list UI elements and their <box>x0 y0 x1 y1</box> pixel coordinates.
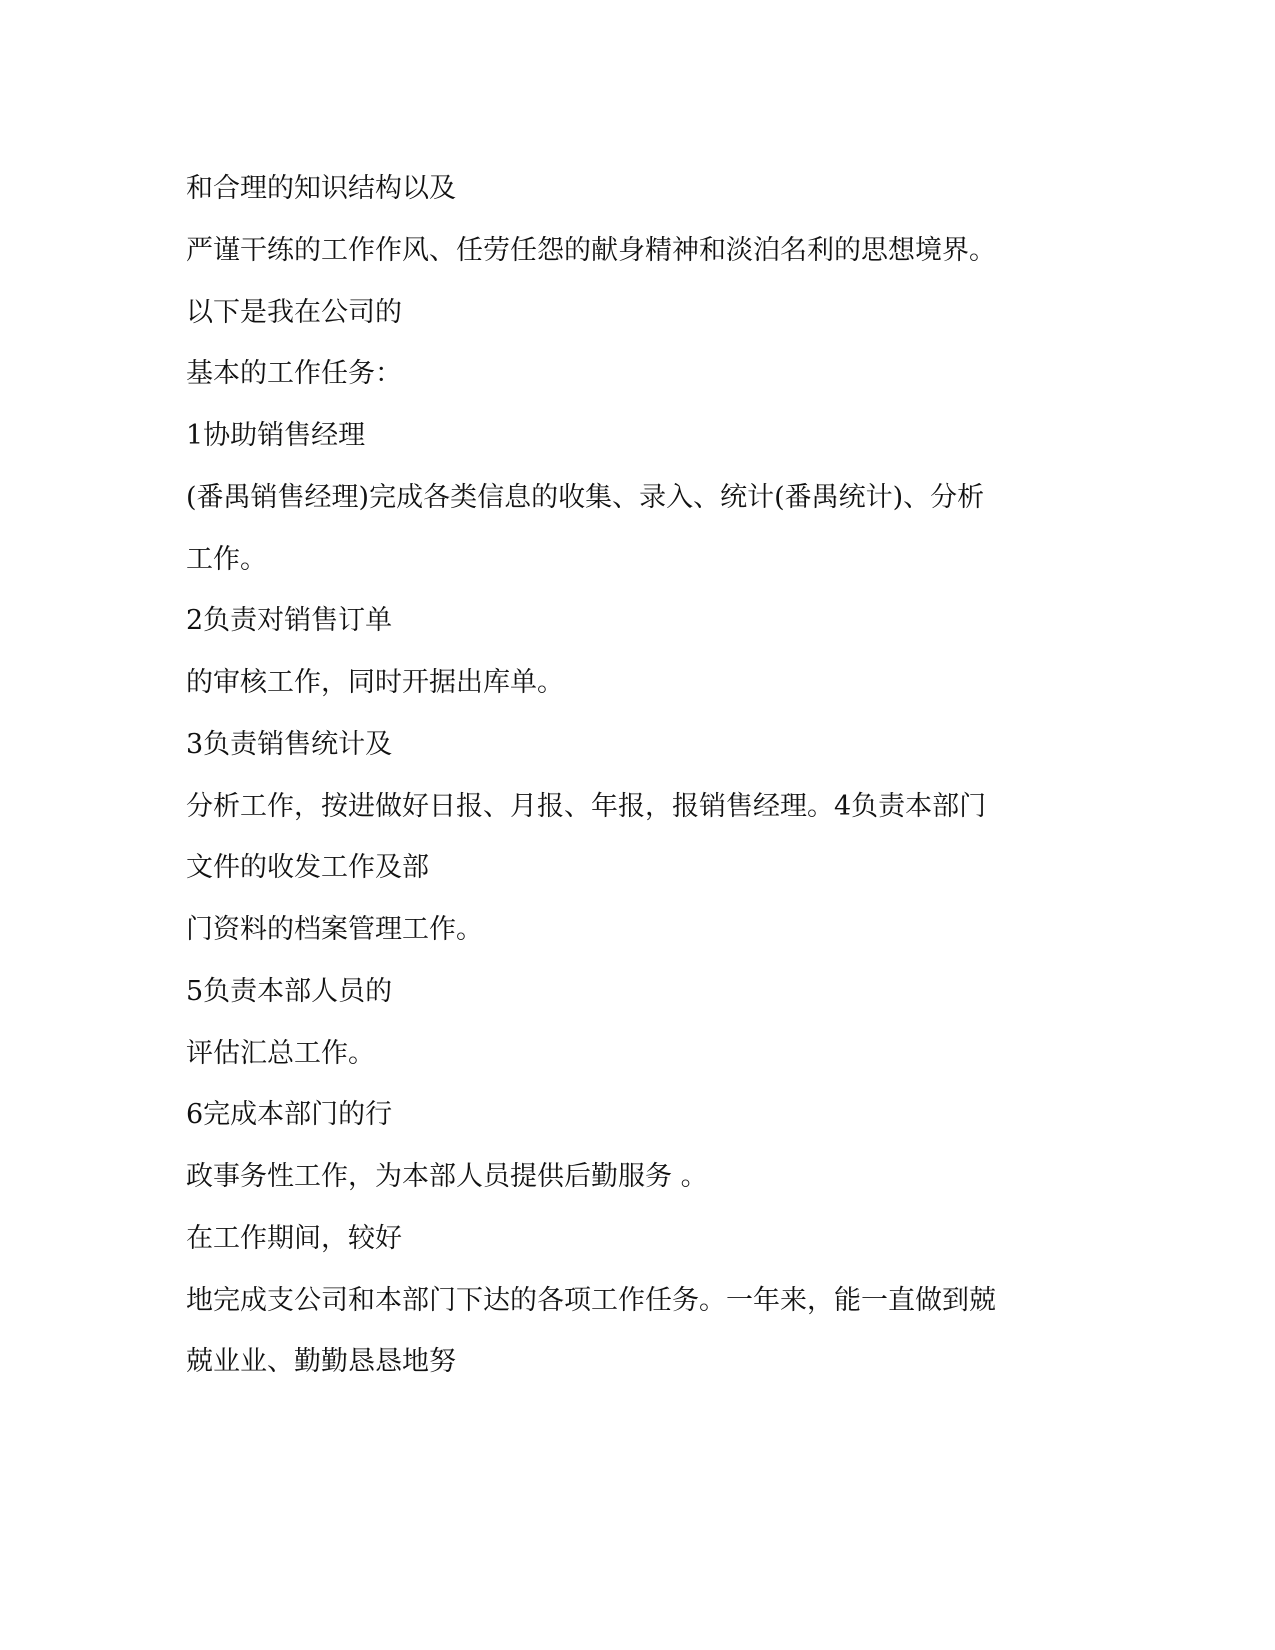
text-line: 3负责销售统计及 <box>186 728 393 760</box>
text-line: 分析工作，按进做好日报、月报、年报，报销售经理。4负责本部门 <box>186 790 987 822</box>
text-line: 文件的收发工作及部 <box>186 852 429 884</box>
text-line: 6完成本部门的行 <box>186 1099 393 1131</box>
text-line: 和合理的知识结构以及 <box>186 173 456 204</box>
text-line: 2负责对销售订单 <box>186 605 393 637</box>
text-line: 基本的工作任务： <box>186 358 402 390</box>
text-line: (番禺销售经理)完成各类信息的收集、录入、统计(番禺统计)、分析 <box>186 481 985 513</box>
text-line: 门资料的档案管理工作。 <box>186 914 483 945</box>
text-line: 地完成支公司和本部门下达的各项工作任务。一年来，能一直做到兢 <box>186 1284 996 1316</box>
text-line: 1协助销售经理 <box>186 420 366 451</box>
text-line: 政事务性工作，为本部人员提供后勤服务 。 <box>186 1161 708 1192</box>
text-line: 在工作期间，较好 <box>186 1222 402 1254</box>
text-line: 的审核工作，同时开据出库单。 <box>186 667 564 698</box>
text-line: 以下是我在公司的 <box>186 296 402 328</box>
text-line: 兢业业、勤勤恳恳地努 <box>186 1346 456 1378</box>
text-line: 评估汇总工作。 <box>186 1037 375 1069</box>
document-body <box>186 158 1046 1393</box>
text-line: 工作。 <box>186 543 267 575</box>
text-line: 5负责本部人员的 <box>186 975 393 1007</box>
text-line: 严谨干练的工作作风、任劳任怨的献身精神和淡泊名利的思想境界。 <box>186 234 996 266</box>
